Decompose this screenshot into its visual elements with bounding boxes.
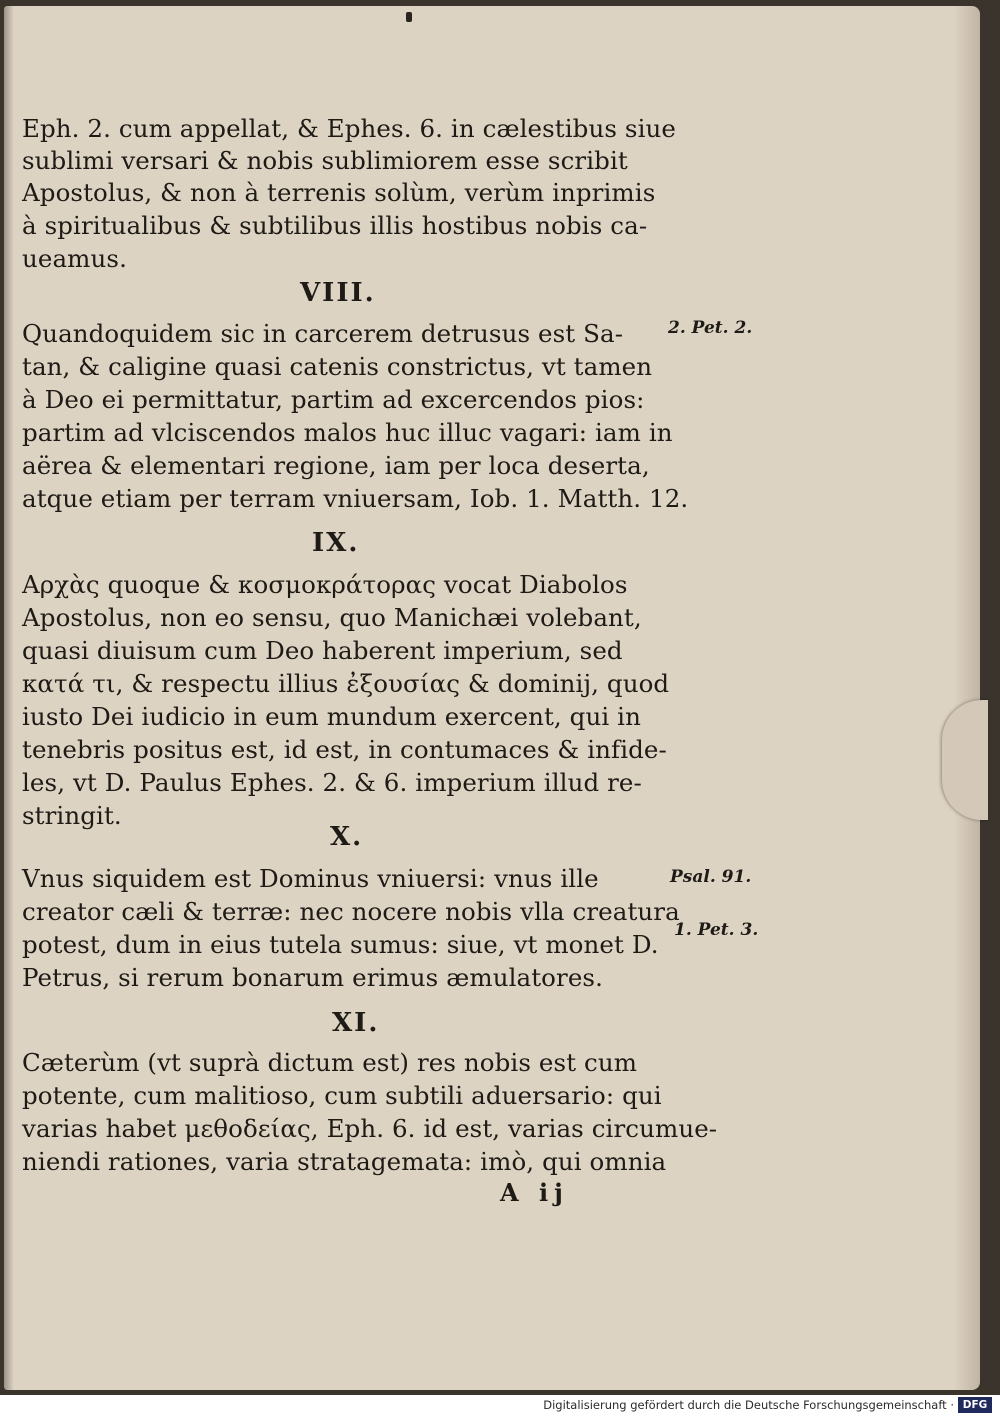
dfg-logo: DFG [958, 1397, 992, 1413]
text-line: Vnus siquidem est Dominus vniuersi: vnus ille [22, 864, 599, 893]
section-heading-viii: VIII. [300, 278, 376, 308]
text-line: creator cæli & terræ: nec nocere nobis vlla creatura [22, 897, 680, 926]
section-heading-ix: IX. [312, 528, 360, 558]
text-line: Apostolus, & non à terrenis solùm, verùm inprimis [22, 178, 656, 207]
text-line: les, vt D. Paulus Ephes. 2. & 6. imperium illud re- [22, 768, 642, 797]
text-line: Cæterùm (vt suprà dictum est) res nobis est cum [22, 1048, 638, 1077]
text-line: à spiritualibus & subtilibus illis hostibus nobis ca- [22, 211, 648, 240]
text-line: iusto Dei iudicio in eum mundum exercent, qui in [22, 702, 641, 731]
text-line: Eph. 2. cum appellat, & Ephes. 6. in cælestibus siue [22, 114, 676, 143]
page-tab-marker [942, 700, 988, 820]
signature-mark: A ij [500, 1178, 569, 1207]
section-heading-x: X. [330, 822, 364, 852]
book-page [4, 6, 980, 1390]
text-line: niendi rationes, varia stratagemata: imò, qui omnia [22, 1147, 667, 1176]
text-line: κατά τι, & respectu illius ἐξουσίας & dominij, quod [22, 669, 670, 698]
text-line: tan, & caligine quasi catenis constrictus, vt tamen [22, 352, 653, 381]
funding-credit: Digitalisierung gefördert durch die Deutsche Forschungsgemeinschaft · [543, 1398, 954, 1412]
text-line: aërea & elementari regione, iam per loca deserta, [22, 451, 650, 480]
text-line: à Deo ei permittatur, partim ad excercendos pios: [22, 385, 645, 414]
text-line: potest, dum in eius tutela sumus: siue, vt monet D. [22, 930, 659, 959]
text-line: Quandoquidem sic in carcerem detrusus est Sa- [22, 319, 624, 348]
page-text [4, 6, 980, 1390]
text-line: stringit. [22, 801, 122, 830]
text-line: Αρχὰς quoque & κοσμοκράτορας vocat Diabolos [22, 570, 628, 599]
marginal-note: Psal. 91. [670, 867, 752, 887]
text-line: ueamus. [22, 244, 127, 273]
marginal-note: 2. Pet. 2. [668, 318, 753, 338]
marginal-note: 1. Pet. 3. [674, 920, 759, 940]
text-line: sublimi versari & nobis sublimiorem esse scribit [22, 146, 628, 175]
text-line: tenebris positus est, id est, in contumaces & infide- [22, 735, 667, 764]
text-line: potente, cum malitioso, cum subtili aduersario: qui [22, 1081, 662, 1110]
text-line: Apostolus, non eo sensu, quo Manichæi volebant, [22, 603, 642, 632]
text-line: atque etiam per terram vniuersam, Iob. 1. Matth. 12. [22, 484, 689, 513]
text-line: Petrus, si rerum bonarum erimus æmulatores. [22, 963, 603, 992]
footer-bar [0, 1395, 1000, 1416]
text-line: quasi diuisum cum Deo haberent imperium, sed [22, 636, 623, 665]
section-heading-xi: XI. [332, 1008, 380, 1038]
text-line: partim ad vlciscendos malos huc illuc vagari: iam in [22, 418, 673, 447]
text-line: varias habet μεθοδείας, Eph. 6. id est, varias circumue- [22, 1114, 718, 1143]
